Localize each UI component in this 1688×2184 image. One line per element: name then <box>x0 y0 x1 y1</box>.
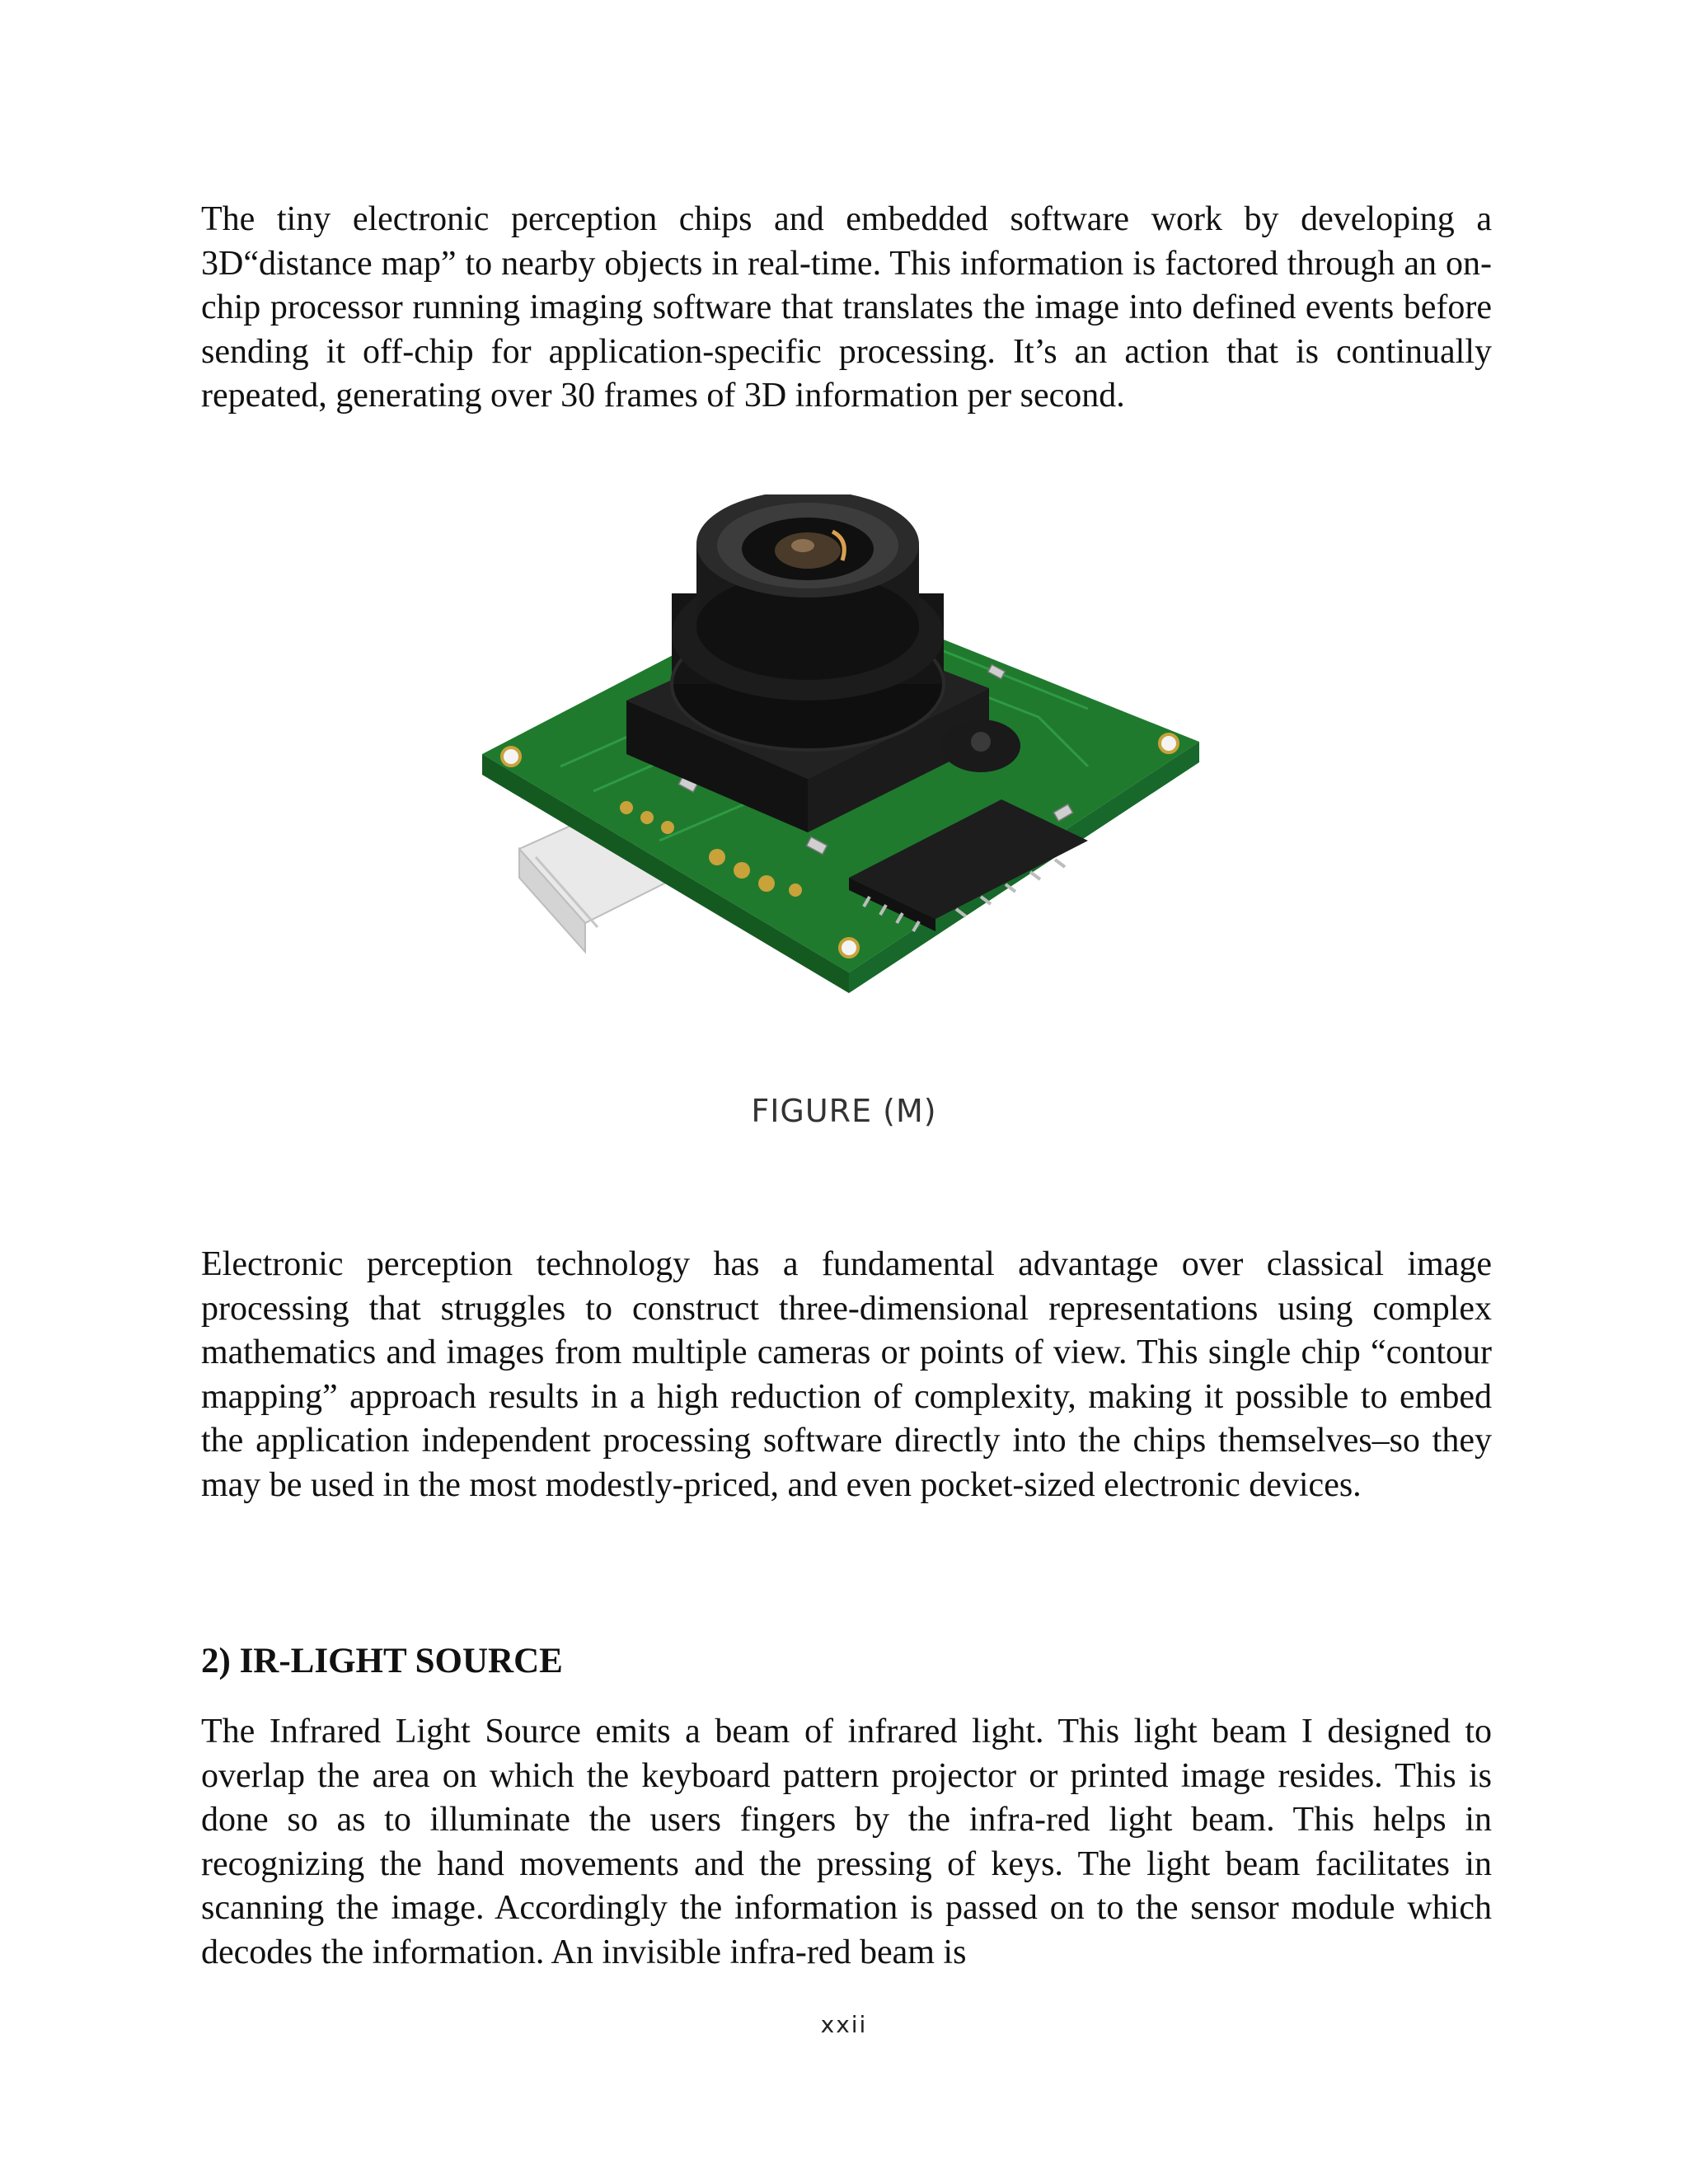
page-number: xxii <box>820 2011 868 2038</box>
figure-caption: FIGURE (M) <box>751 1093 937 1129</box>
paragraph-intro: The tiny electronic perception chips and embedded software work by developing a 3D“distance map” to nearby objects in real-time. This information is factored through an on-chip processor running imaging software that translates the image into defined events before sending it off-chip for application-specific processing. It’s an action that is continually repeated, generating over 30 frames of 3D information per second. <box>201 200 1492 415</box>
paragraph-ir-light-source: The Infrared Light Source emits a beam of infrared light. This light beam I designed to overlap the area on which the keyboard pattern projector or printed image resides. This is done so as to illuminate the users fingers by the infra-red light beam. This helps in recognizing the hand movements and the pressing of keys. The light beam facilitates in scanning the image. Accordingly the information is passed on to the sensor module which decodes the information. An invisible infra-red beam is <box>201 1713 1492 1971</box>
camera-module-figure <box>462 494 1220 1030</box>
paragraph-electronic-perception: Electronic perception technology has a fundamental advantage over classical image processing that struggles to construct three-dimensional representations using complex mathematics and images from multiple cameras or points of view. This single chip “contour mapping” approach results in a high reduction of complexity, making it possible to embed the application independent processing software directly into the chips themselves–so they may be used in the most modestly-priced, and even pocket-sized electronic devices. <box>201 1245 1492 1504</box>
section-heading: 2) IR-LIGHT SOURCE <box>201 1642 563 1680</box>
camera-module-pcb-image <box>462 494 1220 1030</box>
